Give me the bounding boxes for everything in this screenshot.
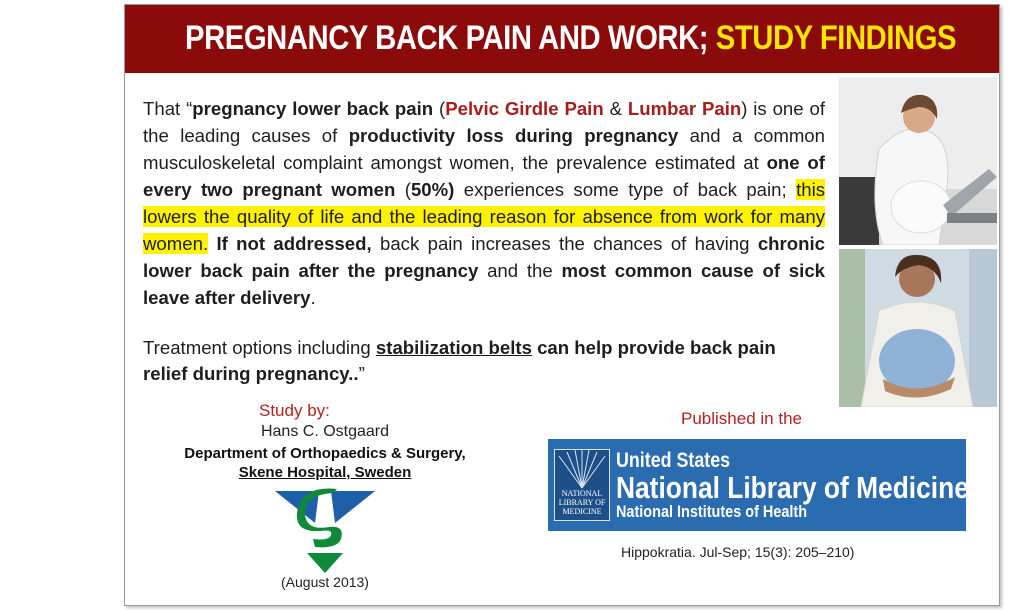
nlm-institutes: National Institutes of Health [616,502,808,521]
pregnant-woman-holding-belly-photo [839,249,997,407]
text-run-bold: productivity loss during pregnancy [348,125,679,146]
study-hospital-text: Skene Hospital, Sweden [238,464,412,481]
text-run-bold: 50%) [410,179,455,200]
hospital-logo-icon [275,483,375,573]
study-summary-paragraph [143,95,825,311]
emblem-line: NATIONAL [561,489,603,498]
stabilization-belts-term: stabilization belts [375,337,532,358]
text-run: ) is one of the leading causes of [143,98,826,146]
text-run: and the [478,260,562,281]
journal-citation: Hippokratia. Jul-Sep; 15(3): 205–210) [621,544,855,560]
study-hospital [125,464,525,481]
term-lumbar-pain: Lumbar Pain [627,98,742,119]
text-run-bold: can help provide back pain relief during pregnancy.. [143,337,776,384]
text-run-bold: pregnancy lower back pain [192,98,434,119]
nlm-emblem-text [555,489,609,516]
infographic-card [124,4,1000,606]
study-author: Hans C. Ostgaard [260,423,390,440]
text-run: & [603,98,628,119]
study-department: Department of Orthopaedics & Surgery, [184,445,466,462]
pregnant-woman-at-laptop-photo [839,77,997,245]
title-highlight: STUDY FINDINGS [715,19,957,57]
nlm-sunburst-icon [555,450,609,490]
nlm-emblem-icon [554,449,610,521]
emblem-line: LIBRARY OF [558,498,606,507]
highlighted-sentence: this lowers the quality of life and the leading reason for absence from work for many women. [143,179,825,254]
text-run-bold: most common cause of sick leave after delivery [143,260,825,308]
title-banner [125,5,999,73]
text-run: and a common musculoskeletal complaint amongst women, the prevalence estimated at [143,125,825,173]
term-pelvic-girdle-pain: Pelvic Girdle Pain [445,98,604,119]
text-run: ” [358,363,365,384]
text-run: back pain increases the chances of having [371,233,758,254]
title-main: PREGNANCY BACK PAIN AND WORK; [185,19,716,57]
emblem-line: MEDICINE [562,507,602,516]
text-run-bold: one of every two pregnant women [143,152,825,200]
text-run: ( [395,179,411,200]
text-run-bold: If not addressed, [216,233,372,254]
text-run: Treatment options including [143,337,376,358]
treatment-paragraph [143,335,803,387]
nlm-name: National Library of Medicine [616,470,969,505]
published-in-label: Published in the [681,409,802,428]
text-run: That “ [143,98,193,119]
text-run: experiences some type of back pain; [454,179,797,200]
text-run: ( [433,98,446,119]
photo1-illustration [839,77,997,245]
text-run-bold: chronic lower back pain after the pregnancy [143,233,825,281]
text-run: . [310,287,316,308]
study-by-label: Study by: [259,401,330,420]
study-date: (August 2013) [281,574,369,590]
page-title [185,19,956,58]
nlm-banner [548,439,969,531]
photo2-illustration [839,249,997,407]
nlm-country: United States [616,449,731,472]
